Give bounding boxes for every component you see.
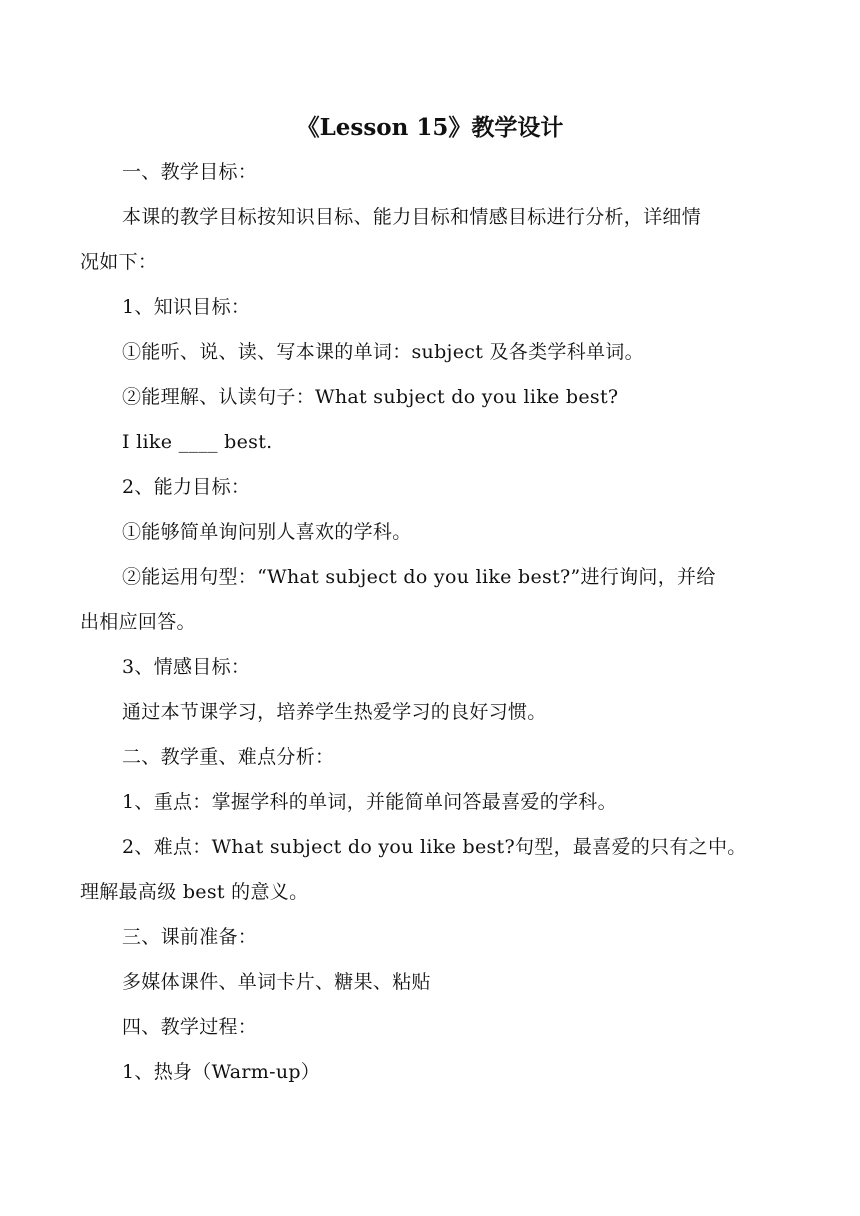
sentence-pattern: I like ____ best. xyxy=(122,431,273,453)
list-item: ①能够简单询问别人喜欢的学科。 xyxy=(122,521,412,543)
subheading-ability: 2、能力目标： xyxy=(122,476,251,498)
list-item: ②能理解、认读句子：What subject do you like best? xyxy=(122,386,619,408)
paragraph-line: 通过本节课学习，培养学生热爱学习的良好习惯。 xyxy=(122,701,547,723)
paragraph-line-continued: 况如下： xyxy=(80,251,158,273)
document-title: 《Lesson 15》教学设计 xyxy=(296,114,564,141)
list-item: ②能运用句型：“What subject do you like best?”进行询问，并给 xyxy=(122,566,716,588)
list-item-continued: 出相应回答。 xyxy=(80,611,196,633)
section-heading-process: 四、教学过程： xyxy=(122,1016,258,1038)
list-item: 2、难点：What subject do you like best?句型，最喜爱的只有之中。 xyxy=(122,836,747,858)
paragraph-line: 本课的教学目标按知识目标、能力目标和情感目标进行分析，详细情 xyxy=(122,206,702,228)
list-item: ①能听、说、读、写本课的单词：subject 及各类学科单词。 xyxy=(122,341,644,363)
subheading-emotion: 3、情感目标： xyxy=(122,656,251,678)
section-heading-preparation: 三、课前准备： xyxy=(122,926,258,948)
paragraph-line: 多媒体课件、单词卡片、糖果、粘贴 xyxy=(122,971,431,993)
section-heading-objectives: 一、教学目标： xyxy=(122,161,258,183)
section-heading-key-points: 二、教学重、难点分析： xyxy=(122,746,335,768)
subheading-knowledge: 1、知识目标： xyxy=(122,296,251,318)
list-item-continued: 理解最高级 best 的意义。 xyxy=(80,881,309,903)
list-item: 1、重点：掌握学科的单词，并能简单问答最喜爱的学科。 xyxy=(122,791,617,813)
subheading-warm-up: 1、热身（Warm-up） xyxy=(122,1061,321,1083)
